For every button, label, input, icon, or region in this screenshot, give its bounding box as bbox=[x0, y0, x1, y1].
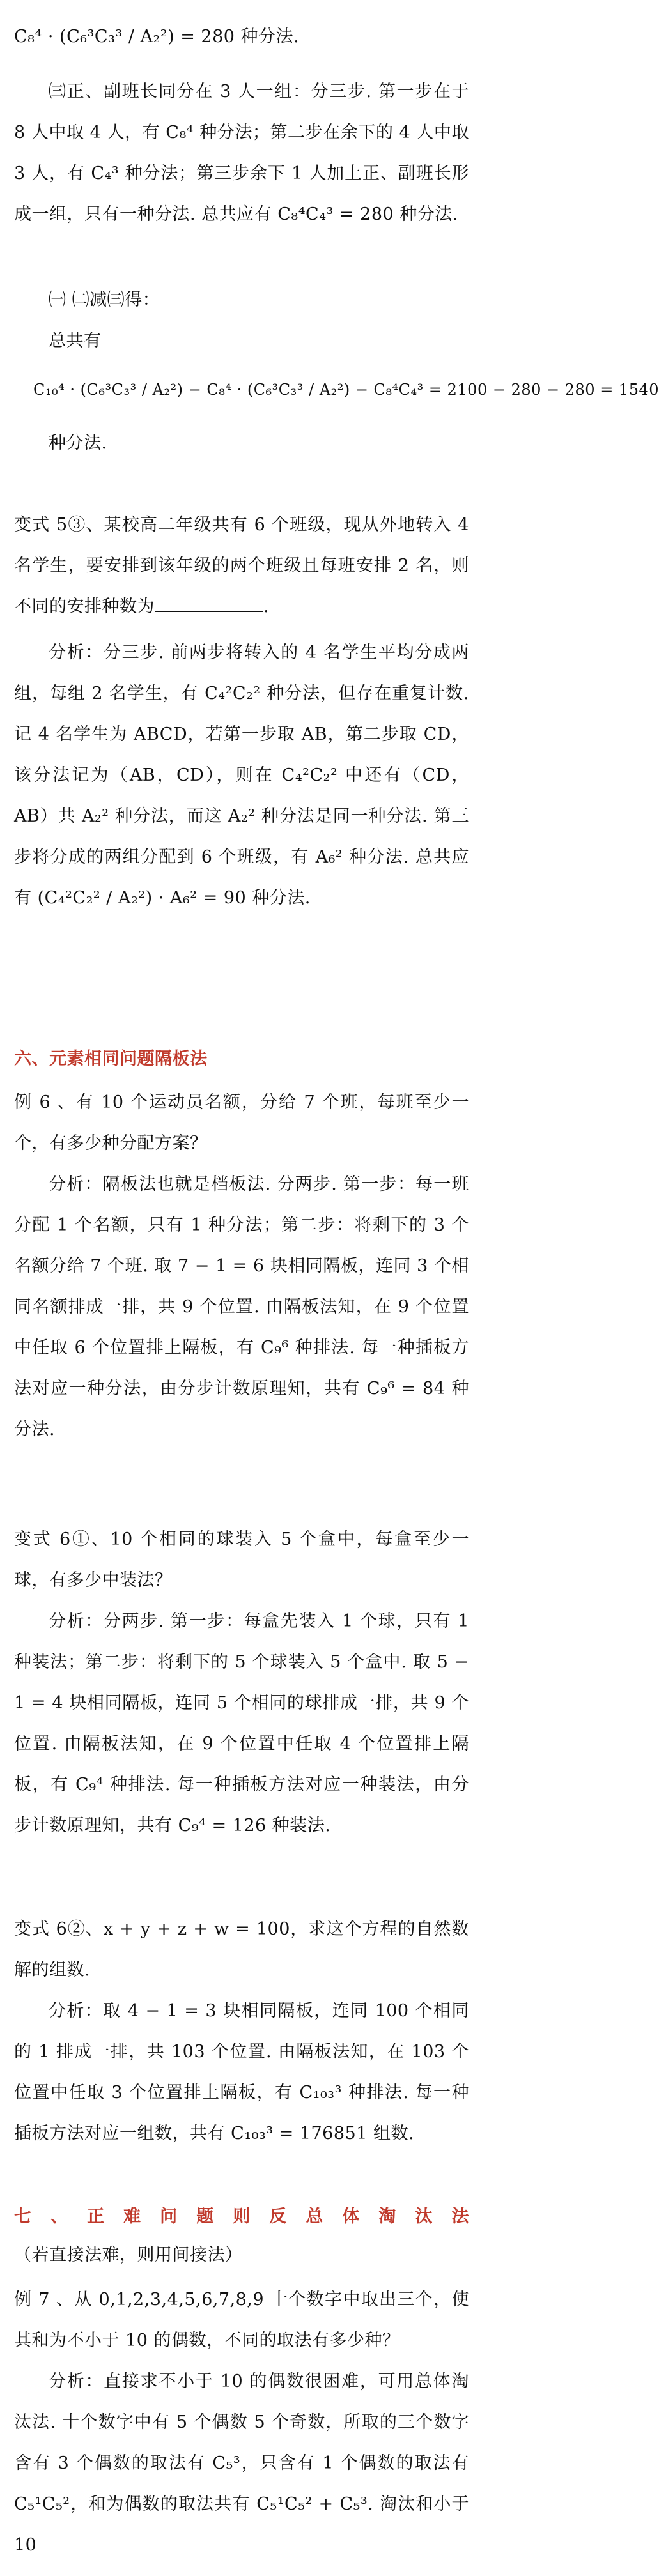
example-7-question: 例 7 、从 0,1,2,3,4,5,6,7,8,9 十个数字中取出三个，使其和为不小于 10 的偶数，不同的取法有多少种？ bbox=[14, 2290, 469, 2350]
example-6-question: 例 6 、有 10 个运动员名额，分给 7 个班，每班至少一个，有多少种分配方案？ bbox=[14, 1092, 469, 1153]
answer-blank bbox=[155, 592, 263, 612]
paragraph-case-3: ㈢正、副班长同分在 3 人一组：分三步. 第一步在于 8 人中取 4 人，有 C₈⁴ 种分法；第二步在余下的 4 人中取 3 人，有 C₄³ 种分法；第三步余下 1 人加上正、副班长形成一组，只有一种分法. 总共应有 C₈⁴C₄³ = 280 种分法. bbox=[14, 82, 469, 224]
section-6-heading: 六、元素相同问题隔板法 bbox=[14, 1049, 208, 1069]
variant-6-1-analysis: 分析：分两步. 第一步：每盒先装入 1 个球，只有 1 种装法；第二步：将剩下的 5 个球装入 5 个盒中. 取 5 − 1 = 4 块相同隔板，连同 5 个相同的球排成一排，共 9 个位置. 由隔板法知，在 9 个位置中任取 4 个位置排上隔板，有 C₉⁴ 种排法. 每一种插板方法对应一种装法，由分步计数原理知，共有 C₉⁴ = 126 种装法. bbox=[14, 1611, 469, 1836]
formula-total: C₁₀⁴ · (C₆³C₃³ / A₂²) − C₈⁴ · (C₆³C₃³ / A₂²) − C₈⁴C₄³ = 2100 − 280 − 280 = 1540 bbox=[33, 381, 659, 399]
example-7-analysis: 分析：直接求不小于 10 的偶数很困难，可用总体淘汰法. 十个数字中有 5 个偶数 5 个奇数，所取的三个数字含有 3 个偶数的取法有 C₅³，只含有 1 个偶数的取法有 C₅¹C₅²，和为偶数的取法共有 C₅¹C₅² + C₅³. 淘汰和小于 10 bbox=[14, 2372, 469, 2555]
variant-5-3-analysis: 分析：分三步. 前两步将转入的 4 名学生平均分成两组，每组 2 名学生，有 C₄²C₂² 种分法，但存在重复计数. 记 4 名学生为 ABCD，若第一步取 AB，第二步取 CD，该分法记为（AB，CD），则在 C₄²C₂² 中还有（CD，AB）共 A₂² 种分法，而这 A₂² 种分法是同一种分法. 第三步将分成的两组分配到 6 个班级，有 A₆² 种分法. 总共应有 (C₄²C₂² / A₂²) · A₆² = 90 种分法. bbox=[14, 643, 469, 908]
method-count: 种分法. bbox=[49, 433, 107, 453]
section-7-heading: 七、正难问题则反总体淘汰法（若直接法难，则用间接法） bbox=[14, 2207, 469, 2265]
total-label: 总共有 bbox=[49, 331, 102, 351]
variant-6-1-question: 变式 6①、10 个相同的球装入 5 个盒中，每盒至少一球，有多少中装法？ bbox=[14, 1529, 469, 1590]
example-6-analysis: 分析：隔板法也就是档板法. 分两步. 第一步：每一班分配 1 个名额，只有 1 种分法；第二步：将剩下的 3 个名额分给 7 个班. 取 7 − 1 = 6 块相同隔板，连同 3 个相同名额排成一排，共 9 个位置. 由隔板法知，在 9 个位置中任取 6 个位置排上隔板，有 C₉⁶ 种排法. 每一种插板方法对应一种分法，由分步计数原理知，共有 C₉⁶ = 84 种分法. bbox=[14, 1174, 469, 1439]
subtraction-note: ㈠ ㈡减㈢得： bbox=[49, 290, 160, 310]
formula-line-1: C₈⁴ · (C₆³C₃³ / A₂²) = 280 种分法. bbox=[14, 27, 300, 47]
variant-5-3-question: 变式 5③、某校高二年级共有 6 个班级，现从外地转入 4 名学生，要安排到该年级的两个班级且每班安排 2 名，则不同的安排种数为 . bbox=[14, 515, 469, 617]
variant-6-2-question: 变式 6②、x + y + z + w = 100，求这个方程的自然数解的组数. bbox=[14, 1919, 469, 1980]
variant-6-2-analysis: 分析：取 4 − 1 = 3 块相同隔板，连同 100 个相同的 1 排成一排，共 103 个位置. 由隔板法知，在 103 个位置中任取 3 个位置排上隔板，有 C₁₀₃³ 种排法. 每一种插板方法对应一组数，共有 C₁₀₃³ = 176851 组数. bbox=[14, 2001, 469, 2143]
